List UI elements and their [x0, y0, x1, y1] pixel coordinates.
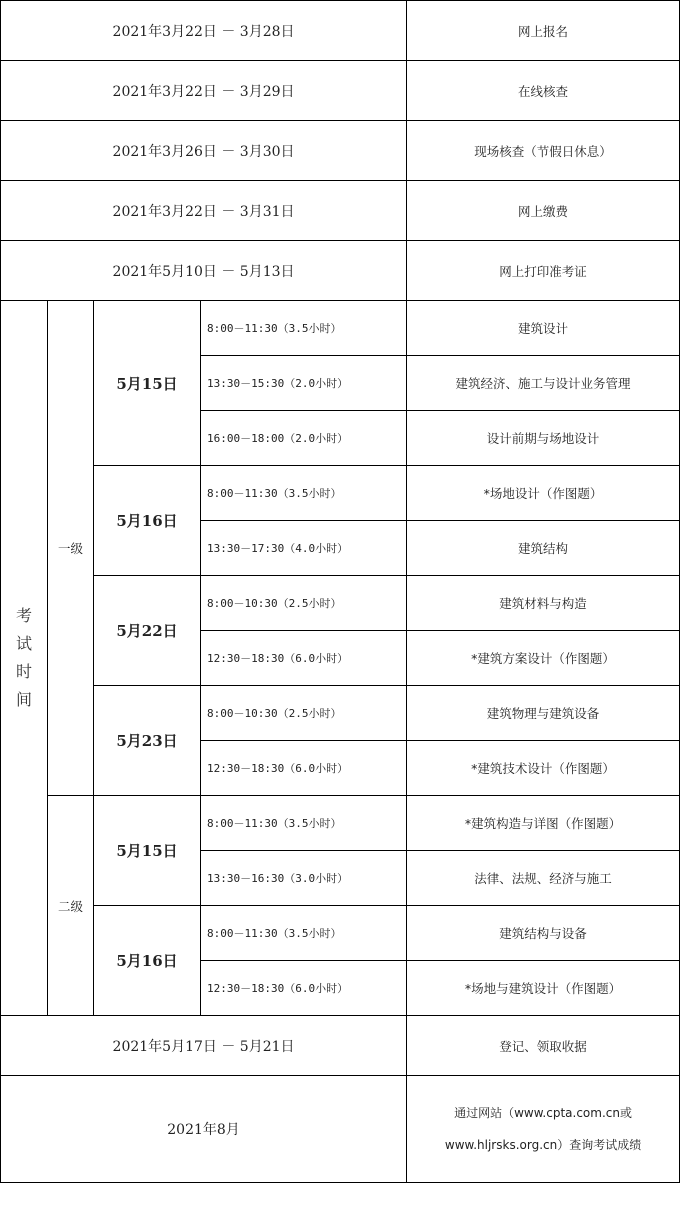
exam-day: 5月22日: [94, 576, 201, 686]
table-row: [1, 1, 680, 61]
schedule-task: 现场核查（节假日休息）: [407, 121, 680, 181]
exam-session-time: 12:30－18:30（6.0小时）: [201, 631, 407, 686]
exam-session-time: 8:00－11:30（3.5小时）: [201, 466, 407, 521]
table-row: [1, 241, 680, 301]
exam-session-time: 8:00－10:30（2.5小时）: [201, 576, 407, 631]
table-row: [1, 576, 680, 631]
schedule-task: 网上报名: [407, 1, 680, 61]
schedule-date: 2021年3月22日 － 3月31日: [1, 181, 407, 241]
schedule-task: 在线核查: [407, 61, 680, 121]
schedule-date: 2021年5月17日 － 5月21日: [1, 1016, 407, 1076]
schedule-date: 2021年8月: [1, 1076, 407, 1183]
schedule-date: 2021年3月22日 － 3月29日: [1, 61, 407, 121]
table-row: [1, 466, 680, 521]
table-row: [1, 301, 680, 356]
schedule-task: 登记、领取收据: [407, 1016, 680, 1076]
result-query-line-2: www.hljrsks.org.cn）查询考试成绩: [444, 1138, 642, 1152]
table-row: [1, 796, 680, 851]
exam-subject: *场地与建筑设计（作图题）: [407, 961, 680, 1016]
exam-session-time: 8:00－10:30（2.5小时）: [201, 686, 407, 741]
schedule-task: 网上缴费: [407, 181, 680, 241]
table-row: [1, 1016, 680, 1076]
table-row: [1, 181, 680, 241]
exam-day: 5月15日: [94, 796, 201, 906]
exam-session-time: 12:30－18:30（6.0小时）: [201, 961, 407, 1016]
table-row: [1, 906, 680, 961]
exam-day: 5月16日: [94, 906, 201, 1016]
exam-session-time: 8:00－11:30（3.5小时）: [201, 906, 407, 961]
exam-subject: *场地设计（作图题）: [407, 466, 680, 521]
exam-session-time: 13:30－17:30（4.0小时）: [201, 521, 407, 576]
table-row: [1, 121, 680, 181]
exam-subject: 设计前期与场地设计: [407, 411, 680, 466]
table-row: [1, 686, 680, 741]
exam-subject: 建筑设计: [407, 301, 680, 356]
table-row: [1, 61, 680, 121]
result-query-cell: [407, 1076, 680, 1183]
exam-day: 5月15日: [94, 301, 201, 466]
exam-subject: 建筑物理与建筑设备: [407, 686, 680, 741]
exam-subject: 建筑材料与构造: [407, 576, 680, 631]
exam-session-time: 16:00－18:00（2.0小时）: [201, 411, 407, 466]
exam-subject: 建筑结构: [407, 521, 680, 576]
exam-subject: *建筑技术设计（作图题）: [407, 741, 680, 796]
exam-subject: 建筑经济、施工与设计业务管理: [407, 356, 680, 411]
exam-day: 5月23日: [94, 686, 201, 796]
exam-day: 5月16日: [94, 466, 201, 576]
schedule-task: 网上打印准考证: [407, 241, 680, 301]
schedule-date: 2021年5月10日 － 5月13日: [1, 241, 407, 301]
exam-subject: *建筑构造与详图（作图题）: [407, 796, 680, 851]
exam-subject: 法律、法规、经济与施工: [407, 851, 680, 906]
exam-session-time: 12:30－18:30（6.0小时）: [201, 741, 407, 796]
exam-subject: *建筑方案设计（作图题）: [407, 631, 680, 686]
exam-session-time: 8:00－11:30（3.5小时）: [201, 796, 407, 851]
exam-session-time: 13:30－15:30（2.0小时）: [201, 356, 407, 411]
level-two-label: 二级: [48, 796, 94, 1016]
level-one-label: 一级: [48, 301, 94, 796]
exam-session-time: 8:00－11:30（3.5小时）: [201, 301, 407, 356]
exam-time-label: 考 试 时 间: [1, 301, 48, 1016]
schedule-date: 2021年3月26日 － 3月30日: [1, 121, 407, 181]
result-query-line-1: 通过网站（www.cpta.com.cn或: [454, 1106, 632, 1120]
table-row: [1, 1076, 680, 1183]
exam-session-time: 13:30－16:30（3.0小时）: [201, 851, 407, 906]
schedule-date: 2021年3月22日 － 3月28日: [1, 1, 407, 61]
exam-subject: 建筑结构与设备: [407, 906, 680, 961]
